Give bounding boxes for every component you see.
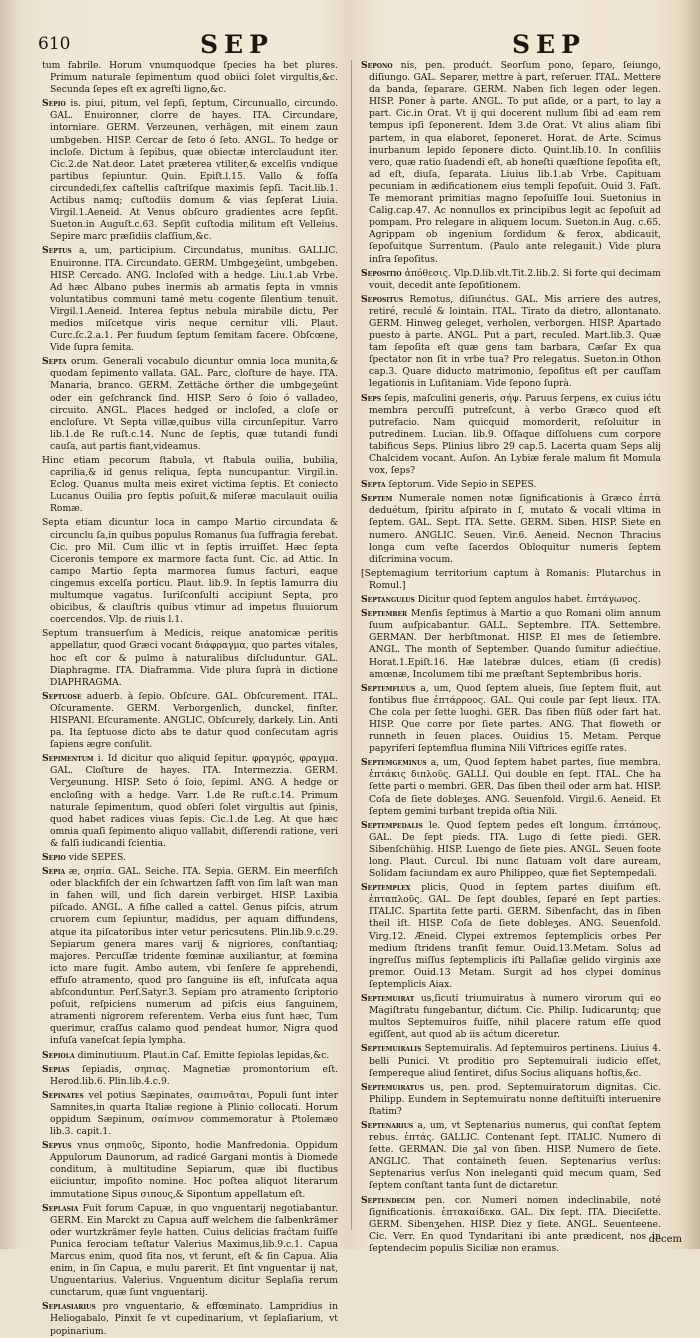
entry-text: a, um, participium. Circundatus, munitus. GALLIC. Enuironne. ITA. Circundato. GERM. Umbgeʒeünt, umbgeben. HISP. Cercado. ANG. Incloſed with a hedge. Liu.1.ab Vrbe. Ad hæc Albano pubes inermis ab armatis ſepta in vmnis voluntatibus communi tamé metu cogente ſilentium tenuit. Virgil.1.Aeneid. Interea ſeptus nebula mirabile dictu, Per medios miſcetque viris neque cernitur vlli. Plaut. Curc.ſc.2.a.1. Per fuudum ſeptum ſemitam facere. Obſcœne, Vide ſupra ſemita. xyxy=(50,245,339,354)
dictionary-entry xyxy=(42,753,338,850)
dictionary-entry xyxy=(361,1043,661,1079)
entry-text: Septemuiralis. Ad ſeptemuiros pertinens. Liuius 4. belli Punici. Vt proditio pro Septemuirali iudicio eſſet, ſempereque aliud ſentiret, diſus Socius aliquans hoſtis,&c. xyxy=(369,1043,661,1079)
entry-text: pro vnguentario, & effœminato. Lampridius in Heliogabalo, Pinxit ſe vt cupedinarium, vt ſeplaſiarium, vt popinarium. xyxy=(50,1301,339,1337)
entry-text: nis, pen. produćt. Seorſum pono, ſeparo, ſeiungo, diſiungo. GAL. Separer, mettre à part, reſeruer. ITAL. Mettere da banda, ſeparare. GERM. Naben ſich legen oder legen. HISP. Poner à parte. ANGL. To put aſide, or a part, to lay a part. Cic.in Orat. Vt ij qui docerent nullum ſibi ad eam rem tempus ipſi ſeponerent. Idem 3.de Orat. Vt alius aliam ſibi partem, in qua elaboret, ſeponeret. Horat. de Arte. Scimus inurbanum lepido ſeponere dicto. Quint.lib.10. In conſiliis vero, quæ ratio ſuadendi eſt, ab honeſti quæſtione ſepoſita eſt, ad eſt, diuſa, ſeparata. Liuius lib.1.ab Vrbe. Capituam pecuniam in ædificationem eius templi ſepoſuit. Ouid 3. Faſt. Te memorant primitias magno ſepoſuiſſe Ioui. Suetonius in Calig.cap.47. Ac nonnullos ex principibus legit ac ſepoſuit ad pompam. Pro relegare in aliquem locum. Sueton.in Aug. c.65. Agrippam ob ingenium ſordidum & ferox, abdicauit, ſepoſuitque Surrentum. (Paulo ante relegauit.) Vide plura inſra ſepoſitus. xyxy=(369,60,661,265)
entry-text: a, um, vt Septenarius numerus, qui conſtat ſeptem rebus. ἑπτάς. GALLIC. Contenant ſept. ITALIC. Numero di ſette. GERMAN. Die ʒal von ſiben. HISP. Numero de ſiete. ANGLIC. That containeth ſeuen. Septenarius verſus: Septenarius verſus Non ineleganti quid mecum quam, Sed ſeptem conſtant tanta ſunt de dictaretur. xyxy=(369,1119,662,1192)
dictionary-entry xyxy=(361,993,661,1041)
entry-text: Fuit forum Capuæ, in quo vnguentarij negotiabantur. GERM. Ein Marckt zu Capua auff welchem die ſalbenkrämer oder wurtzkrämer feyle hatten. Cuius delicias fraćtam ſuiſſe Punica ferociam teſtatur Valerius Maximus,lib.9.c.1. Capua Marcus enim, quod ſita nos, vt ferunt, eſt & ſin Capua. Alia enim, in ſin Capua, e mulu parerit. Et ſint vnguentar ij nat, Unguentarius. Valerius. Vnguentum dicitur Seplaſia rerum cunctarum, quæ ſunt vnguentarij. xyxy=(50,1202,339,1299)
entry-headword: Septa xyxy=(361,479,386,491)
entry-headword: Seps xyxy=(361,392,382,404)
entry-headword: Sepias xyxy=(42,1063,70,1075)
dictionary-entry xyxy=(42,1203,338,1300)
entry-headword: Septemuiralis xyxy=(361,1043,422,1055)
entry-text: plicis, Quod in ſeptem partes diuiſum eſt. ἑπταπλοῦς. GAL. De ſept doubles, ſeparé en ſept parties. ITALIC. Spartita ſette parti. GERM. Sibenfacht, das in ſiben theil iſt. HISP. Coſa de ſiete dobleʒes. ANG. Seuenfold. Virg.12. Æneid. Clypei extremos ſeptemplicis orbes Per medium ſtridens tranſit femur. Ouid.13.Metam. Solus ad ingreſſus miſſus ſeptemplicis iſti Pallaſiæ gelido virginis axe premor. Ouid.13 Metam. Surgit ad hos clypei dominus ſeptemplicis Aiax. xyxy=(369,882,662,990)
entry-headword: Septemplex xyxy=(361,882,411,894)
dictionary-entry xyxy=(361,1082,661,1118)
right-column xyxy=(361,60,662,1254)
entry-headword: Sepono xyxy=(361,60,393,71)
entry-text: ſepiadis, σηπιας. Magnetiæ promontorium eſt. Herod.lib.6. Plin.lib.4.c.9. xyxy=(50,1063,339,1087)
entry-headword: Sepiola xyxy=(42,1049,75,1061)
entry-text: aduerb. à ſepio. Obſcure. GAL. Obſcurement. ITAL. Oſcuramente. GERM. Verborgenlich, dunckel, finſter. HISPANI. Eſcuramente. ANGLIC. Obſcurely, darkely. Lin. Anti pa. Ita ſeptuose dicto abs te datur quod conſecutam agris ſapiens ægre conſulit. xyxy=(50,690,338,751)
entry-text: us,ſicuti triumuiratus à numero virorum qui eo Magiſtratu fungebantur, dićtum. Cic. Philip. Iudicaruntq; que multos Septemuiros fuiſſe, nihil placere ratum eſſe quod egiſſent, aut quod ab iis aćtum diceretur. xyxy=(369,993,661,1041)
dictionary-entry xyxy=(361,294,661,391)
dictionary-entry xyxy=(42,245,338,354)
dictionary-entry xyxy=(42,60,338,96)
dictionary-entry xyxy=(361,1120,661,1193)
dictionary-entry xyxy=(361,393,661,478)
entry-text: vide SEPES. xyxy=(68,852,126,863)
entry-text: [Septemagium territorium captum à Romanis: Plutarchus in Romul.] xyxy=(361,567,661,591)
entry-headword: Septa xyxy=(42,356,67,368)
dictionary-entry xyxy=(42,1064,338,1088)
entry-headword: Septemfluus xyxy=(361,682,416,694)
entry-text: Dicitur quod ſeptem angulos habet. ἑπτάγωνος. xyxy=(417,594,641,606)
dictionary-entry xyxy=(42,1140,338,1200)
entry-text: ſepis, maſculini generis, σήψ. Paruus ſerpens, ex cuius ićtu membra percuſſi putreſcunt, à verbo Græco quod eſt putrefacio. Nam quicquid momorderit, reſoluitur in putredinem. Lucian. lib.9. Oſſaque diſſoluens cum corpore tabificus Seps. Plinius libro 29 cap.5. Lacerta quam Seps alij Chalcidem vocant. Auſon. An Lybiæ ferale malum fit Momula vox, ſeps? xyxy=(369,392,662,477)
entry-headword: Septendecim xyxy=(361,1194,416,1206)
entry-headword: Septangulus xyxy=(361,594,415,606)
entry-text: ἀπόθεσις. Vlp.D.lib.vlt.Tit.2.lib.2. Si forte qui decimam vouit, decedit ante ſepoſitionem. xyxy=(369,267,661,291)
entry-headword: Septempedalis xyxy=(361,819,423,831)
entry-headword: Sepoſitio xyxy=(361,267,402,279)
dictionary-entry xyxy=(361,268,661,292)
entry-text: us, pen. prod. Septemuiratorum dignitas. Cic. Philipp. Eundem in Septemuiratu nonne deſtituiſti interuenire ſtatim? xyxy=(369,1081,661,1117)
dictionary-entry xyxy=(361,608,661,681)
entry-text: Remotus, diſiunćtus. GAL. Mis arriere des autres, retiré, reculé & lointain. ITAL. Tirato da dietro, allontanato. GERM. Hinweg geleget, verholen, verborgen. HISP. Apartado puesto à parte. ANGL. Put a part, reculed. Mart.lib.3. Quæ tam ſepoſita eſt quæ gens tam barbara, Cæſar Ex qua ſpectator non ſit in vrbe tua? Pro relegatus. Sueton.in Othon cap.3. Quare diducto matrimonio, ſepoſitus eſt per cauſſam legationis in Luſitaniam. Vide ſepono ſuprà. xyxy=(369,293,662,390)
entry-headword: Sepyus xyxy=(42,1140,72,1152)
entry-text: vnus σηπιοῦς, Siponto, hodie Manfredonia. Oppidum Appulorum Daunorum, ad radicé Gargani montis à Diomede conditum, à multitudine Sepiarum, quæ ibi fluctibus eiiciuntur, impoſito nomine. Hoc poſtea aliquot literarum immutatione Sipus σιπους,& Sipontum appellatum eſt. xyxy=(50,1140,339,1200)
entry-text: is. piui, pitum, vel ſepſi, ſeptum, Circunuallo, circundo. GAL. Enuironner, clorre de hayes. ITA. Circundare, intorniare. GERM. Verzeunen, verhägen, mit einem zaun umbgeben. HISP. Cercar de ſeto ó ſeto. ANGL. To hedge or incloſe. Dictum à ſepibus, quæ obiectæ interclaudunt iter. Cic.2.de Nat.deor. Latet præterea vtiliter,& excelſis vndique partibus ſepiuntur. Quin. Epiſt.l.15. Vallo & foſſa circundedi,ſex caſtellis caſtriſque maximis ſepſi. Tacit.lib.1. Actibus namq; cuſtodiis domum & vias ſepſerat Liuia. Virgil.1.Aeneid. At Venus obſcuro gradientes acre ſepſit. Sueton.in Auguſt.c.63. Sepſit cuſtodia militum eſt Velleius. Sepire marc præſidiis claſſium,&c. xyxy=(50,98,339,243)
dictionary-entry xyxy=(361,479,661,491)
entry-headword: Septus xyxy=(42,245,72,257)
entry-text: Hinc etiam pecorum ſtabula, vt ſtabula ouilia, bubilia, caprilia,& id genus reliqua, ſepta nuncupantur. Virgil.in. Eclog. Quanus multa meis exiret victima ſeptis. Et coniecto Lucanus Ouilia pro ſeptis poſuit,& miſeræ maculauit ouilia Romæ. xyxy=(42,455,338,515)
entry-text: Septa etiam dicuntur loca in campo Martio circundata & circunclu ſa,in quibus populus Romanus ſua ſuffragia ferebat. Cic. pro Mil. Cum illic vt in ſeptis irruiſſet. Hæc ſepta Ciceronis tempore ex marmore facta ſunt. Cic. ad Attic. In campo Martio ſepta marmorea ſumus facturi, eaque cingemus excelſa porticu. Plaut. lib.9. In ſeptis Iamurra diu multumque vagatus. Iuriſconſulti accipiunt Septa, pro obicibus, & clauſtris quibus vtimur ad impetus fluuiorum coercendos. Vlp. de riuis l.1. xyxy=(42,517,338,626)
entry-text: i. Id dicitur quo aliquid ſepitur. φραγμός, φραγμα. GAL. Cloſture de hayes. ITA. Intermezzia. GERM. Verʒeunung. HISP. Seto ó ſoio, ſepiml. ANG. A hedge or encloſing with a hedge. Varr. 1.de Re ruſt.c.14. Primum naturale ſepimentum, quod obſeri ſolet virgultis aut ſpinis, quod habet radices viuas ſepis. Cic.1.de Leg. At que hæc omnia quaſi ſepimento aliquo vallabit, diſſerendi ratione, veri & falſi iudicandi ſcientia. xyxy=(50,753,339,849)
dictionary-entry xyxy=(361,493,661,566)
dictionary-entry xyxy=(42,98,338,243)
dictionary-entry xyxy=(42,1050,338,1062)
dictionary-entry xyxy=(361,820,661,880)
entry-headword: Sepio xyxy=(42,852,66,863)
dictionary-entry xyxy=(42,628,338,688)
entry-text: ſeptorum. Vide Sepio in SEPES. xyxy=(388,479,537,491)
dictionary-entry xyxy=(361,882,661,991)
entry-text: vel potius Sæpinates, σαιπινᾶται, Populi ſunt inter Samnites,in quarta Italiæ regione à Plinio collocati. Horum oppidum Sæpinum, σαίπινον commemoratur à Ptolemæo lib.3. capit.1. xyxy=(50,1089,339,1138)
entry-headword: Sepio xyxy=(42,98,66,110)
entry-text: a, um, Quod ſeptem habet partes, ſiue membra. ἑπτάκις διπλοῦς. GALLI. Qui double en ſept. ITAL. Che ha ſette parti o membri. GER. Das ſiben theil oder arm hat. HISP. Coſa de ſiete dobleʒes. ANG. Seuenfold. Virgil.6. Aeneid. Et ſeptem gemini turbant trepida oſtia Nili. xyxy=(369,757,661,817)
entry-headword: Seplaſiarius xyxy=(42,1301,96,1313)
entry-text: le. Quod ſeptem pedes eſt longum. ἑπτάπους. GAL. De ſept pieds. ITA. Lugo di ſette piedi. GER. Sibenſchühig. HISP. Luengo de ſiete pies. ANGL. Seuen foote long. Plaut. Curcul. Ibi nunc ſlatuam volt dare auream, Solidam faciundam ex auro Philippeo, quæ fiet Septempedali. xyxy=(369,819,661,880)
dictionary-entry xyxy=(42,356,338,453)
dictionary-entry xyxy=(42,866,338,1047)
entry-headword: Septemgeminus xyxy=(361,757,427,769)
dictionary-entry xyxy=(361,757,661,817)
entry-headword: September xyxy=(361,608,408,620)
entry-headword: Seplasia xyxy=(42,1202,79,1214)
entry-headword: Sepoſitus xyxy=(361,293,404,305)
dictionary-entry xyxy=(361,568,661,592)
running-head-left: SEP xyxy=(200,30,274,59)
dictionary-entry xyxy=(42,691,338,751)
entry-text: Numerale nomen notæ ſignificationis à Græco ἑπτὰ deduétum, ſpiritu aſpirato in ſ, mutato & vocali vltima in ſeptem. GAL. Sept. ITA. Sette. GERM. Siben. HISP. Siete en numero. ANGLIC. Seuen. Vir.6. Aeneid. Necnon Thracius longa cum veſte ſacerdos Obloquitur numeris ſeptem diſcrimina vocum. xyxy=(369,493,661,565)
page-number: 610 xyxy=(38,34,71,54)
dictionary-entry xyxy=(361,1195,661,1255)
entry-headword: Sepinates xyxy=(42,1089,84,1101)
entry-text: pen. cor. Numeri nomen indeclinabile, noté ſignificationis. ἑπτακαίδεκα. GAL. Dix ſept. ITA. Dieciſette. GERM. Sibenʒehen. HISP. Diez y ſiete. ANGL. Seuenteene. Cic. Verr. En quod Tyndaritani ibi ante prædicent, nos in ſeptendecim populis Siciliæ non eramus. xyxy=(369,1194,661,1254)
catchword: decem xyxy=(648,1234,682,1245)
entry-text: æ, σηπία. GAL. Seiche. ITA. Sepia. GERM. Ein meerfiſch oder blackfiſch der ein ſchwartzen ſafft von ſim laſt wan man in fahen will, und ſich darein verbirget. HISP. Laxibia piſcado. ANGL. A fiſhe called a cattel. Genus piſcis, atrum cruorem cum ſepiuntur, madidus, per aquam diffundens, atque ita piſcatoribus inter vetur pericsutens. Plin.lib.9.c.29. Sepiarum genera mares varij & nigriores, conſtantiaq; majores. Percuſſæ tridente fœminæ auxiliantur, at fœmina icto mare fugit. Ambo autem, vbi ſenſere ſe apprehendi, effuſo atramento, quod pro ſanguine iis eſt, infuſcata aqua abſconduntur. Perſ.Satyr.3. Sepiam pro atramento ſcriptorio poſuit, reſpiciens numerum ad piſcis eius ſanguinem, atramenti nigrorem referentem. Verba eius ſunt hæc, Tum querimur, craſſus calamo quod pendeat humor, Nigra quod infuſa vaneſcat ſepia lympha. xyxy=(50,866,338,1047)
dictionary-entry xyxy=(361,60,661,266)
entry-text: diminutiuum. Plaut.in Caſ. Emitte ſepiolas lepidas,&c. xyxy=(77,1049,330,1061)
entry-headword: Septemuirat xyxy=(361,993,415,1005)
dictionary-entry xyxy=(42,1090,338,1138)
dictionary-entry xyxy=(42,455,338,515)
entry-headword: Septuose xyxy=(42,690,82,702)
dictionary-entry xyxy=(42,852,338,864)
column-divider xyxy=(351,60,352,1230)
dictionary-entry xyxy=(42,517,338,626)
dictionary-entry xyxy=(361,683,661,756)
dictionary-entry xyxy=(42,1301,338,1337)
entry-text: Septum transuerſum à Medicis, reique anatomicæ peritis appellatur, quod Græci vocant διάφραγμα, quo partes vitales, hoc eſt cor & pulmo à naturalibus diſcluduntur. GAL. Diaphragme. ITA. Diaframma. Vide plura ſuprà in dictione DIAPHRAGMA. xyxy=(42,628,338,688)
page-edge-shadow xyxy=(0,0,18,1249)
entry-headword: Sepimentum xyxy=(42,753,94,765)
entry-text: a, um, Quod ſeptem alueis, ſiue ſeptem fluit, aut fontibus flue ἑπτάρροος. GAL. Qui coule par ſept lieux. ITA. Che cola per ſette luoghi. GER. Das ſiben flüß oder fart hat. HISP. Que corre por ſiete partes. ANG. That floweth or runneth in ſeuen places. Ouidius 15. Metam. Perque papyriferi ſeptemflua flumina Nili Viftrices egiſſe rates. xyxy=(369,682,661,755)
running-head-right: SEP xyxy=(512,30,586,59)
entry-text: orum. Generali vocabulo dicuntur omnia loca munita,& quodam ſepimento vallata. GAL. Parc, cloſture de haye. ITA. Manaria, branco. GERM. Zettäche örther die umbgeʒeünt oder ein geſchranck ſind. HISP. Sero ó ſoio ó valladeo, circuito. ANGL. Places hedged or incloſed, a cloſe or encloſure. Vt Septa villæ,quibus villa circunſepitur. Varro lib.1.de Re ruſt.c.14. Nunc de ſeptis, quæ tutandi fundi cauſa, aut partis fiant,videamus. xyxy=(50,356,339,452)
left-column xyxy=(42,60,339,1337)
entry-text: Menſis ſeptimus à Martio a quo Romani olim annum ſuum auſpicabantur. GALL. Septembre. ITA. Settembre. GERMAN. Der herbſtmonat. HISP. El mes de ſetiembre. ANGL. The month of September. Quando ſumitur adiećtiue. Horat.1.Epiſt.16. Hæ latebræ dulces, etiam (ſi credis) amœnæ, Incolumem tibi me præſtant Septembribus horis. xyxy=(369,608,662,680)
page-edge-shadow xyxy=(682,0,700,1249)
entry-text: tum fabrile. Horum vnumquodque ſpecies ha bet plures. Primum naturale ſepimentum quod obiici ſolet virgultis,&c. Secunda ſepes eſt ex agreſti ligno,&c. xyxy=(42,60,338,96)
entry-headword: Septem xyxy=(361,493,393,505)
dictionary-entry xyxy=(361,594,661,606)
entry-headword: Sepia xyxy=(42,866,66,878)
entry-headword: Septenarius xyxy=(361,1119,414,1131)
entry-headword: Septemuiratus xyxy=(361,1081,424,1093)
